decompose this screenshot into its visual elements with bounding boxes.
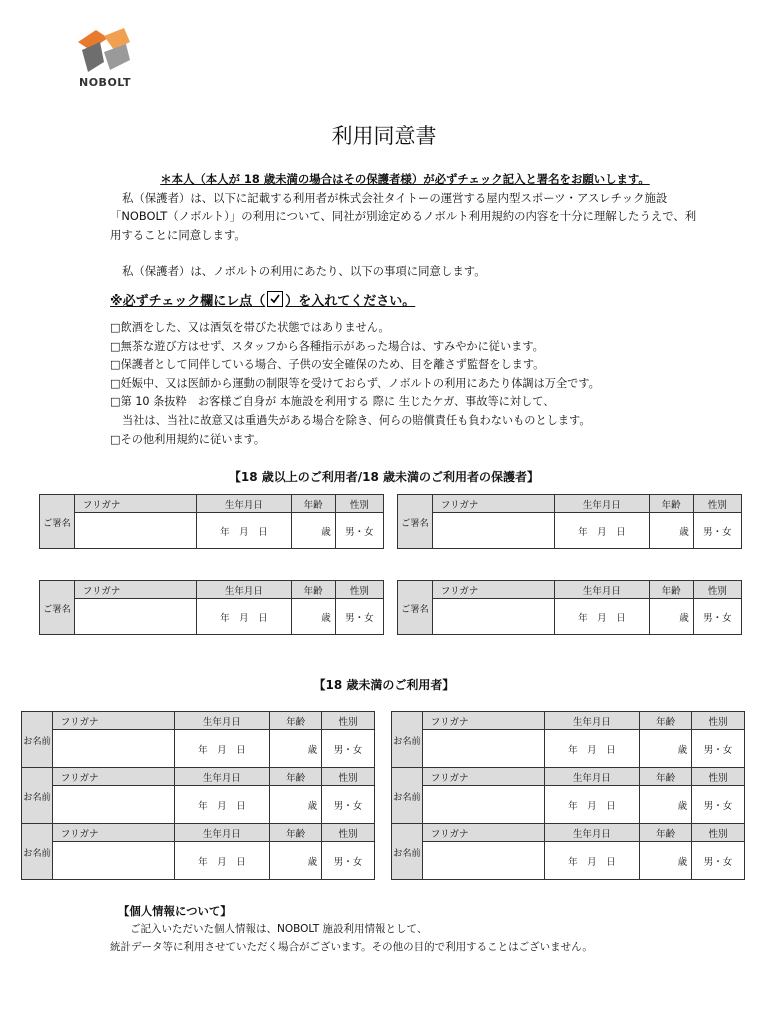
birthdate-field[interactable]: 年 月 日 xyxy=(174,730,270,768)
age-header: 年齢 xyxy=(649,495,693,513)
signature-label: ご署名 xyxy=(398,581,433,635)
age-field[interactable]: 歳 xyxy=(640,730,692,768)
furigana-header: フリガナ xyxy=(74,495,196,513)
birthdate-field[interactable]: 年 月 日 xyxy=(197,513,291,549)
checklist-item[interactable]: □保護者として同伴している場合、子供の安全確保のため、目を離さず監督をします。 xyxy=(110,358,545,372)
name-field[interactable] xyxy=(432,513,554,549)
age-field[interactable]: 歳 xyxy=(649,513,693,549)
checklist-item[interactable]: □第 10 条抜粋 お客様ご自身が 本施設を利用する 際に 生じたケガ、事故等に対して、 xyxy=(110,395,555,409)
name-label: お名前 xyxy=(22,768,53,824)
name-field[interactable] xyxy=(52,786,174,824)
privacy-line-1: ご記入いただいた個人情報は、NOBOLT 施設利用情報として、 xyxy=(130,923,428,935)
gender-header: 性別 xyxy=(692,768,745,786)
consent-paragraph: 私（保護者）は、ノボルトの利用にあたり、以下の事項に同意します。 xyxy=(122,264,486,278)
name-field[interactable] xyxy=(422,730,544,768)
furigana-header: フリガナ xyxy=(422,824,544,842)
furigana-header: フリガナ xyxy=(422,712,544,730)
gender-header: 性別 xyxy=(335,495,383,513)
gender-field[interactable]: 男・女 xyxy=(335,513,383,549)
age-header: 年齢 xyxy=(291,581,335,599)
gender-field[interactable]: 男・女 xyxy=(322,730,375,768)
age-header: 年齢 xyxy=(640,712,692,730)
name-field[interactable] xyxy=(74,599,196,635)
signature-label: ご署名 xyxy=(40,581,75,635)
minor-section-heading: 【18 歳未満のご利用者】 xyxy=(313,678,455,692)
gender-header: 性別 xyxy=(322,768,375,786)
privacy-line-2: 統計データ等に利用させていただく場合がございます。その他の目的で利用することはございません。 xyxy=(110,941,593,953)
gender-field[interactable]: 男・女 xyxy=(335,599,383,635)
checkmark-icon xyxy=(267,291,283,307)
name-field[interactable] xyxy=(52,842,174,880)
name-label: お名前 xyxy=(22,824,53,880)
age-header: 年齢 xyxy=(640,768,692,786)
privacy-section xyxy=(110,902,593,956)
checklist-item[interactable]: □その他利用規約に従います。 xyxy=(110,432,266,446)
name-label: お名前 xyxy=(392,712,423,768)
gender-field[interactable]: 男・女 xyxy=(693,599,741,635)
furigana-header: フリガナ xyxy=(74,581,196,599)
check-instruction-before: ※必ずチェック欄にレ点（ xyxy=(110,294,266,309)
birthdate-header: 生年月日 xyxy=(197,495,291,513)
age-header: 年齢 xyxy=(649,581,693,599)
name-label: お名前 xyxy=(22,712,53,768)
birthdate-header: 生年月日 xyxy=(544,824,640,842)
furigana-header: フリガナ xyxy=(52,824,174,842)
furigana-header: フリガナ xyxy=(432,581,554,599)
birthdate-field[interactable]: 年 月 日 xyxy=(544,842,640,880)
gender-field[interactable]: 男・女 xyxy=(692,842,745,880)
age-field[interactable]: 歳 xyxy=(291,599,335,635)
checklist-item-continuation: 当社は、当社に故意又は重過失がある場合を除き、何らの賠償責任も負わないものとします。 xyxy=(122,413,591,427)
gender-field[interactable]: 男・女 xyxy=(322,842,375,880)
name-field[interactable] xyxy=(422,786,544,824)
furigana-header: フリガナ xyxy=(422,768,544,786)
name-label: お名前 xyxy=(392,824,423,880)
gender-field[interactable]: 男・女 xyxy=(692,730,745,768)
age-header: 年齢 xyxy=(270,824,322,842)
adult-signature-table xyxy=(397,494,742,549)
minor-name-table xyxy=(21,711,375,880)
name-field[interactable] xyxy=(52,730,174,768)
checklist-item[interactable]: □飲酒をした、又は酒気を帯びた状態ではありません。 xyxy=(110,321,390,334)
age-field[interactable]: 歳 xyxy=(640,842,692,880)
name-field[interactable] xyxy=(422,842,544,880)
gender-header: 性別 xyxy=(693,581,741,599)
check-instruction xyxy=(110,290,415,309)
birthdate-field[interactable]: 年 月 日 xyxy=(544,730,640,768)
age-field[interactable]: 歳 xyxy=(640,786,692,824)
gender-field[interactable]: 男・女 xyxy=(322,786,375,824)
age-header: 年齢 xyxy=(270,768,322,786)
furigana-header: フリガナ xyxy=(52,768,174,786)
age-header: 年齢 xyxy=(640,824,692,842)
signature-label: ご署名 xyxy=(40,495,75,549)
birthdate-header: 生年月日 xyxy=(174,824,270,842)
checklist-item[interactable]: □妊娠中、又は医師から運動の制限等を受けておらず、ノボルトの利用にあたり体調は万全です。 xyxy=(110,376,600,390)
nobolt-logo xyxy=(74,28,134,89)
gender-header: 性別 xyxy=(335,581,383,599)
birthdate-field[interactable]: 年 月 日 xyxy=(555,599,649,635)
signature-label: ご署名 xyxy=(398,495,433,549)
age-field[interactable]: 歳 xyxy=(291,513,335,549)
signature-notice: ＊本人（本人が 18 歳未満の場合はその保護者様）が必ずチェック記入と署名をお願いします。 xyxy=(160,172,650,186)
birthdate-header: 生年月日 xyxy=(555,495,649,513)
adult-signature-table xyxy=(39,580,384,635)
adult-signature-table xyxy=(39,494,384,549)
adult-section-heading: 【18 歳以上のご利用者/18 歳未満のご利用者の保護者】 xyxy=(228,470,540,484)
name-field[interactable] xyxy=(74,513,196,549)
gender-header: 性別 xyxy=(322,712,375,730)
birthdate-header: 生年月日 xyxy=(174,712,270,730)
birthdate-header: 生年月日 xyxy=(174,768,270,786)
birthdate-header: 生年月日 xyxy=(197,581,291,599)
birthdate-header: 生年月日 xyxy=(555,581,649,599)
gender-field[interactable]: 男・女 xyxy=(692,786,745,824)
age-header: 年齢 xyxy=(270,712,322,730)
age-field[interactable]: 歳 xyxy=(270,786,322,824)
gender-field[interactable]: 男・女 xyxy=(693,513,741,549)
birthdate-field[interactable]: 年 月 日 xyxy=(174,842,270,880)
gender-header: 性別 xyxy=(692,824,745,842)
gender-header: 性別 xyxy=(693,495,741,513)
gender-header: 性別 xyxy=(322,824,375,842)
name-label: お名前 xyxy=(392,768,423,824)
birthdate-header: 生年月日 xyxy=(544,712,640,730)
birthdate-field[interactable]: 年 月 日 xyxy=(197,599,291,635)
nobolt-logo-mark xyxy=(74,28,134,74)
furigana-header: フリガナ xyxy=(52,712,174,730)
furigana-header: フリガナ xyxy=(432,495,554,513)
adult-signature-table xyxy=(397,580,742,635)
birthdate-field[interactable]: 年 月 日 xyxy=(555,513,649,549)
gender-header: 性別 xyxy=(692,712,745,730)
consent-checklist xyxy=(110,319,730,449)
age-header: 年齢 xyxy=(291,495,335,513)
intro-section xyxy=(110,170,700,281)
page-title: 利用同意書 xyxy=(331,124,437,148)
age-field[interactable]: 歳 xyxy=(270,730,322,768)
check-instruction-after: ）を入れてください。 xyxy=(285,294,416,309)
checklist-item[interactable]: □無茶な遊び方はせず、スタッフから各種指示があった場合は、すみやかに従います。 xyxy=(110,339,544,353)
minor-name-table xyxy=(391,711,745,880)
age-field[interactable]: 歳 xyxy=(649,599,693,635)
birthdate-field[interactable]: 年 月 日 xyxy=(174,786,270,824)
name-field[interactable] xyxy=(432,599,554,635)
brand-name: NOBOLT xyxy=(79,76,131,89)
birthdate-field[interactable]: 年 月 日 xyxy=(544,786,640,824)
birthdate-header: 生年月日 xyxy=(544,768,640,786)
intro-paragraph: 私（保護者）は、以下に記載する利用者が株式会社タイトーの運営する屋内型スポーツ・アスレチック施設「NOBOLT（ノボルト）」の利用について、同社が別途定めるノボルト利用規約の内容を十分に理解したうえで、利用することに同意します。 xyxy=(110,190,697,242)
privacy-heading: 【個人情報について】 xyxy=(118,904,232,918)
age-field[interactable]: 歳 xyxy=(270,842,322,880)
